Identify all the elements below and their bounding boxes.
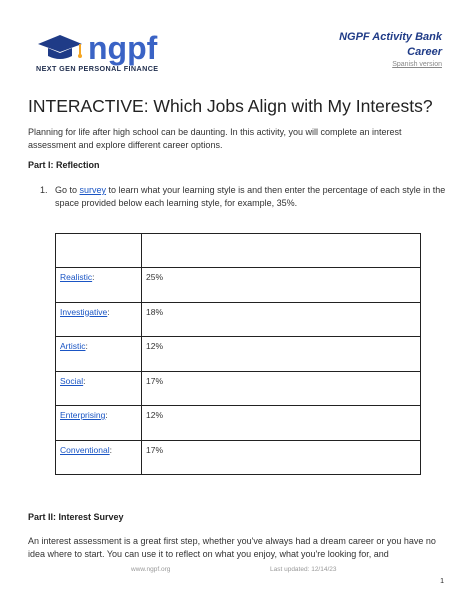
table-row [56, 440, 421, 475]
style-cell [56, 268, 142, 303]
style-link-realistic[interactable]: Realistic [60, 272, 93, 282]
activity-bank-title: NGPF Activity Bank [339, 31, 442, 43]
question-number: 1. [40, 185, 48, 195]
style-sep: : [109, 444, 112, 455]
style-cell [56, 302, 142, 337]
style-sep: : [92, 272, 95, 282]
footer-url: www.ngpf.org [131, 566, 171, 573]
style-sep: : [105, 410, 108, 420]
style-cell [56, 406, 142, 441]
value-cell[interactable]: 17% [142, 371, 421, 406]
intro-paragraph: Planning for life after high school can be daunting. In this activity, you will complete an interest assessment and explore different career options. [28, 127, 402, 150]
style-sep: : [107, 306, 110, 317]
value-cell[interactable]: 18% [142, 302, 421, 337]
logo-wordmark: ngpf [88, 30, 158, 66]
style-cell [56, 440, 142, 475]
spanish-version-link[interactable]: Spanish version [392, 61, 442, 68]
logo-tagline: NEXT GEN PERSONAL FINANCE [36, 64, 159, 73]
question-text-before: Go to [55, 185, 80, 195]
style-cell [56, 371, 142, 406]
table-header-row [56, 234, 421, 268]
footer-last-updated: Last updated: 12/14/23 [270, 566, 337, 573]
style-sep: : [85, 341, 88, 351]
value-cell[interactable]: 12% [142, 337, 421, 372]
part1-heading: Part I: Reflection [28, 160, 100, 170]
style-sep: : [83, 375, 86, 386]
part2-heading: Part II: Interest Survey [28, 512, 124, 522]
value-cell[interactable]: 25% [142, 268, 421, 303]
table-header-cell [56, 234, 142, 268]
style-link-conventional[interactable]: Conventional [60, 444, 110, 455]
header-info [339, 30, 442, 68]
style-link-enterprising[interactable]: Enterprising [60, 410, 106, 420]
value-cell[interactable]: 12% [142, 406, 421, 441]
page-number: 1 [440, 578, 444, 585]
page-title: INTERACTIVE: Which Jobs Align with My Interests? [28, 96, 433, 116]
question-text [55, 184, 450, 210]
table-row [56, 268, 421, 303]
table-header-cell [142, 234, 421, 268]
style-link-artistic[interactable]: Artistic [60, 341, 86, 351]
question-1 [40, 184, 450, 210]
table-row [56, 406, 421, 441]
value-cell[interactable]: 17% [142, 440, 421, 475]
table-row [56, 337, 421, 372]
part2-paragraph: An interest assessment is a great first step, whether you've always had a dream career or you have no idea where to start. You can use it to reflect on what you enjoy, what you're looking for, and [28, 536, 436, 559]
table-row [56, 302, 421, 337]
survey-link[interactable]: survey [79, 185, 107, 195]
question-text-after: to learn what your learning style is and then enter the percentage of each style in the space provided below each learning style, for example, 35%. [55, 185, 446, 208]
graduation-cap-icon [38, 35, 82, 59]
category-label: Career [407, 46, 442, 58]
style-link-social[interactable]: Social [60, 375, 84, 386]
style-link-investigative[interactable]: Investigative [60, 306, 108, 317]
style-cell [56, 337, 142, 372]
table-row [56, 371, 421, 406]
learning-style-table [55, 233, 421, 475]
